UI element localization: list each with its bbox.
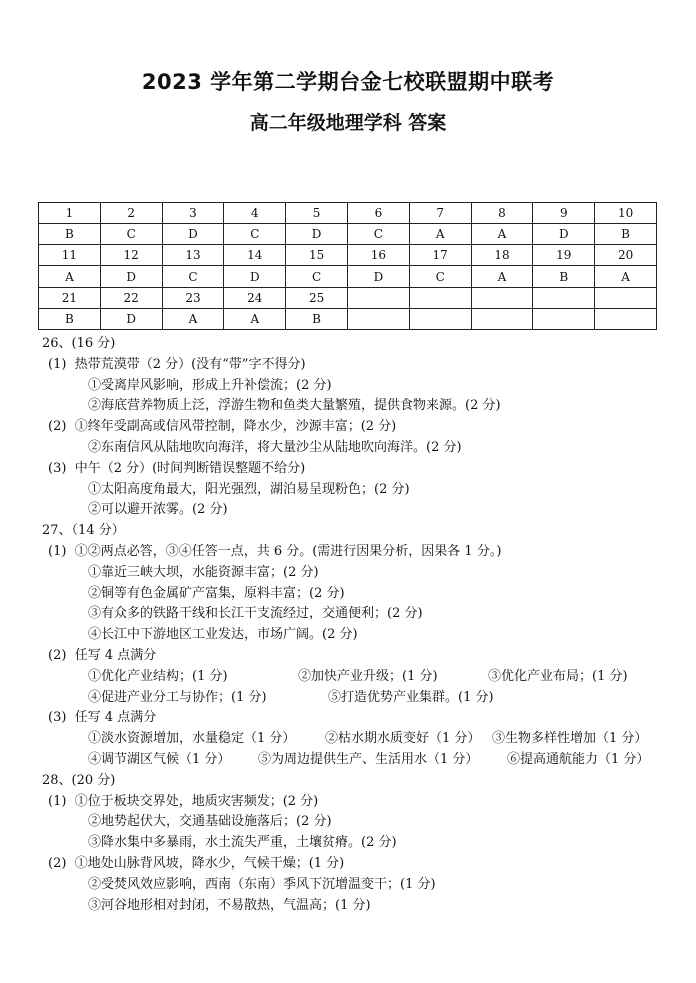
part-text: ①地处山脉背风坡，降水少，气候干燥；(1 分): [74, 855, 345, 871]
q27-part2-item: ③优化产业布局；(1 分): [488, 668, 628, 684]
q28-part1-item: ②地势起伏大，交通基础设施落后；(2 分): [88, 814, 332, 830]
answer-cell: B: [533, 266, 595, 287]
q27-part2-row: [40, 667, 680, 688]
answer-cell: C: [347, 224, 409, 245]
question-number-cell: 16: [347, 245, 409, 266]
question-number-cell: 23: [162, 287, 224, 308]
q27-part3-item: ④调节湖区气候（1 分）: [88, 751, 231, 767]
answer-cell: A: [409, 224, 471, 245]
q27-part3-row: [40, 750, 680, 771]
question-number-cell: 24: [224, 287, 286, 308]
empty-cell: [347, 287, 409, 308]
q27-part3-item: ②枯水期水质变好（1 分）: [325, 731, 481, 747]
q27-part2-item: ⑤打造优势产业集群。(1 分): [328, 689, 494, 705]
empty-cell: [595, 287, 657, 308]
answer-cell: D: [286, 224, 348, 245]
q27-part2-item: ①优化产业结构；(1 分): [88, 668, 228, 684]
answer-cell: B: [39, 224, 101, 245]
question-number-cell: 15: [286, 245, 348, 266]
table-row-numbers-3: [39, 287, 657, 308]
q26-part1: [40, 355, 680, 376]
part-label: (3): [48, 460, 67, 476]
answer-cell: B: [286, 308, 348, 329]
question-number-cell: 3: [162, 203, 224, 224]
question-number-cell: 8: [471, 203, 533, 224]
q27-part3-item: ⑥提高通航能力（1 分）: [507, 751, 650, 767]
answer-cell: D: [533, 224, 595, 245]
q27-part3: [40, 708, 680, 729]
question-number-cell: 22: [100, 287, 162, 308]
q27-part3-item: ③生物多样性增加（1 分）: [492, 731, 648, 747]
part-text: 中午（2 分）(时间判断错误整题不给分): [74, 460, 306, 476]
question-number-cell: 10: [595, 203, 657, 224]
answer-cell: C: [100, 224, 162, 245]
q27-part3-item: ①淡水资源增加，水量稳定（1 分）: [88, 731, 296, 747]
answer-cell: A: [39, 266, 101, 287]
q27-part1-item: ③有众多的铁路干线和长江干支流经过，交通便利；(2 分): [88, 606, 423, 622]
answer-cell: A: [162, 308, 224, 329]
question-number-cell: 13: [162, 245, 224, 266]
question-number-cell: 20: [595, 245, 657, 266]
question-number-cell: 17: [409, 245, 471, 266]
part-label: (3): [48, 710, 67, 726]
q27-part1-item: ②铜等有色金属矿产富集，原料丰富；(2 分): [88, 585, 345, 601]
q26-part2: [40, 417, 680, 438]
answer-cell: D: [162, 224, 224, 245]
empty-cell: [595, 308, 657, 329]
empty-cell: [409, 287, 471, 308]
q28-part2-item: ③河谷地形相对封闭，不易散热，气温高；(1 分): [88, 897, 371, 913]
answer-key-table: [38, 202, 657, 330]
q26-part2-item: ②东南信风从陆地吹向海洋，将大量沙尘从陆地吹向海洋。(2 分): [88, 439, 462, 455]
question-number-cell: 4: [224, 203, 286, 224]
question-number-cell: 14: [224, 245, 286, 266]
q26-part1-item: ①受离岸风影响，形成上升补偿流；(2 分): [88, 377, 332, 393]
table-row-answers-1: [39, 224, 657, 245]
q26-part3-item: ②可以避开浓雾。(2 分): [88, 502, 228, 518]
q27-part1: [40, 542, 680, 563]
table-row-numbers-1: [39, 203, 657, 224]
part-label: (1): [48, 356, 67, 372]
part-text: ①②两点必答，③④任答一点，共 6 分。(需进行因果分析，因果各 1 分。): [74, 543, 502, 559]
answer-cell: A: [471, 224, 533, 245]
answer-cell: B: [595, 224, 657, 245]
document-subtitle: 高二年级地理学科 答案: [249, 112, 447, 134]
part-label: (1): [48, 793, 67, 809]
q27-part1-item: ①靠近三峡大坝，水能资源丰富；(2 分): [88, 564, 319, 580]
q27-part2-row: [40, 688, 680, 709]
answer-cell: A: [595, 266, 657, 287]
part-text: ①位于板块交界处，地质灾害频发；(2 分): [74, 793, 319, 809]
question-number-cell: 21: [39, 287, 101, 308]
empty-cell: [533, 308, 595, 329]
empty-cell: [471, 308, 533, 329]
q28-heading: 28、(20 分): [42, 772, 116, 788]
part-label: (2): [48, 419, 67, 435]
question-number-cell: 19: [533, 245, 595, 266]
q27-heading: 27、（14 分）: [42, 523, 125, 539]
answer-cell: C: [409, 266, 471, 287]
question-number-cell: 1: [39, 203, 101, 224]
document-title: 2023 学年第二学期台金七校联盟期中联考: [141, 70, 555, 94]
answer-cell: D: [347, 266, 409, 287]
answer-cell: A: [471, 266, 533, 287]
question-number-cell: 25: [286, 287, 348, 308]
empty-cell: [347, 308, 409, 329]
question-number-cell: 18: [471, 245, 533, 266]
part-label: (2): [48, 647, 67, 663]
q28-part2-item: ②受焚风效应影响，西南（东南）季风下沉增温变干；(1 分): [88, 876, 436, 892]
question-number-cell: 5: [286, 203, 348, 224]
q27-part3-item: ⑤为周边提供生产、生活用水（1 分）: [258, 751, 479, 767]
q26-part1-item: ②海底营养物质上泛，浮游生物和鱼类大量繁殖，提供食物来源。(2 分): [88, 398, 501, 414]
table-row-answers-3: [39, 308, 657, 329]
table-row-answers-2: [39, 266, 657, 287]
part-label: (1): [48, 543, 67, 559]
empty-cell: [471, 287, 533, 308]
q27-part1-item: ④长江中下游地区工业发达，市场广阔。(2 分): [88, 627, 358, 643]
answer-cell: D: [224, 266, 286, 287]
part-text: ①终年受副高或信风带控制，降水少，沙源丰富；(2 分): [74, 419, 397, 435]
answer-cell: D: [100, 308, 162, 329]
answer-cell: C: [224, 224, 286, 245]
part-text: 任写 4 点满分: [74, 647, 157, 663]
answer-cell: C: [162, 266, 224, 287]
q27-part3-row: [40, 729, 680, 750]
question-number-cell: 11: [39, 245, 101, 266]
q28-part1-item: ③降水集中多暴雨，水土流失严重，土壤贫瘠。(2 分): [88, 835, 397, 851]
question-number-cell: 6: [347, 203, 409, 224]
answer-cell: A: [224, 308, 286, 329]
part-text: 任写 4 点满分: [74, 710, 157, 726]
empty-cell: [533, 287, 595, 308]
empty-cell: [409, 308, 471, 329]
question-number-cell: 2: [100, 203, 162, 224]
q28-part2: [40, 854, 680, 875]
answer-content: [40, 334, 680, 916]
q26-heading: 26、(16 分): [42, 336, 116, 351]
q26-part3-item: ①太阳高度角最大，阳光强烈，湖泊易呈现粉色；(2 分): [88, 481, 410, 497]
table-row-numbers-2: [39, 245, 657, 266]
part-text: 热带荒漠带（2 分）(没有“带”字不得分): [74, 356, 306, 372]
q27-part2-item: ②加快产业升级；(1 分): [298, 668, 438, 684]
question-number-cell: 12: [100, 245, 162, 266]
question-number-cell: 7: [409, 203, 471, 224]
answer-cell: C: [286, 266, 348, 287]
q26-part3: [40, 459, 680, 480]
answer-cell: D: [100, 266, 162, 287]
answer-cell: B: [39, 308, 101, 329]
q27-part2-item: ④促进产业分工与协作；(1 分): [88, 689, 267, 705]
part-label: (2): [48, 855, 67, 871]
question-number-cell: 9: [533, 203, 595, 224]
q27-part2: [40, 646, 680, 667]
q28-part1: [40, 792, 680, 813]
